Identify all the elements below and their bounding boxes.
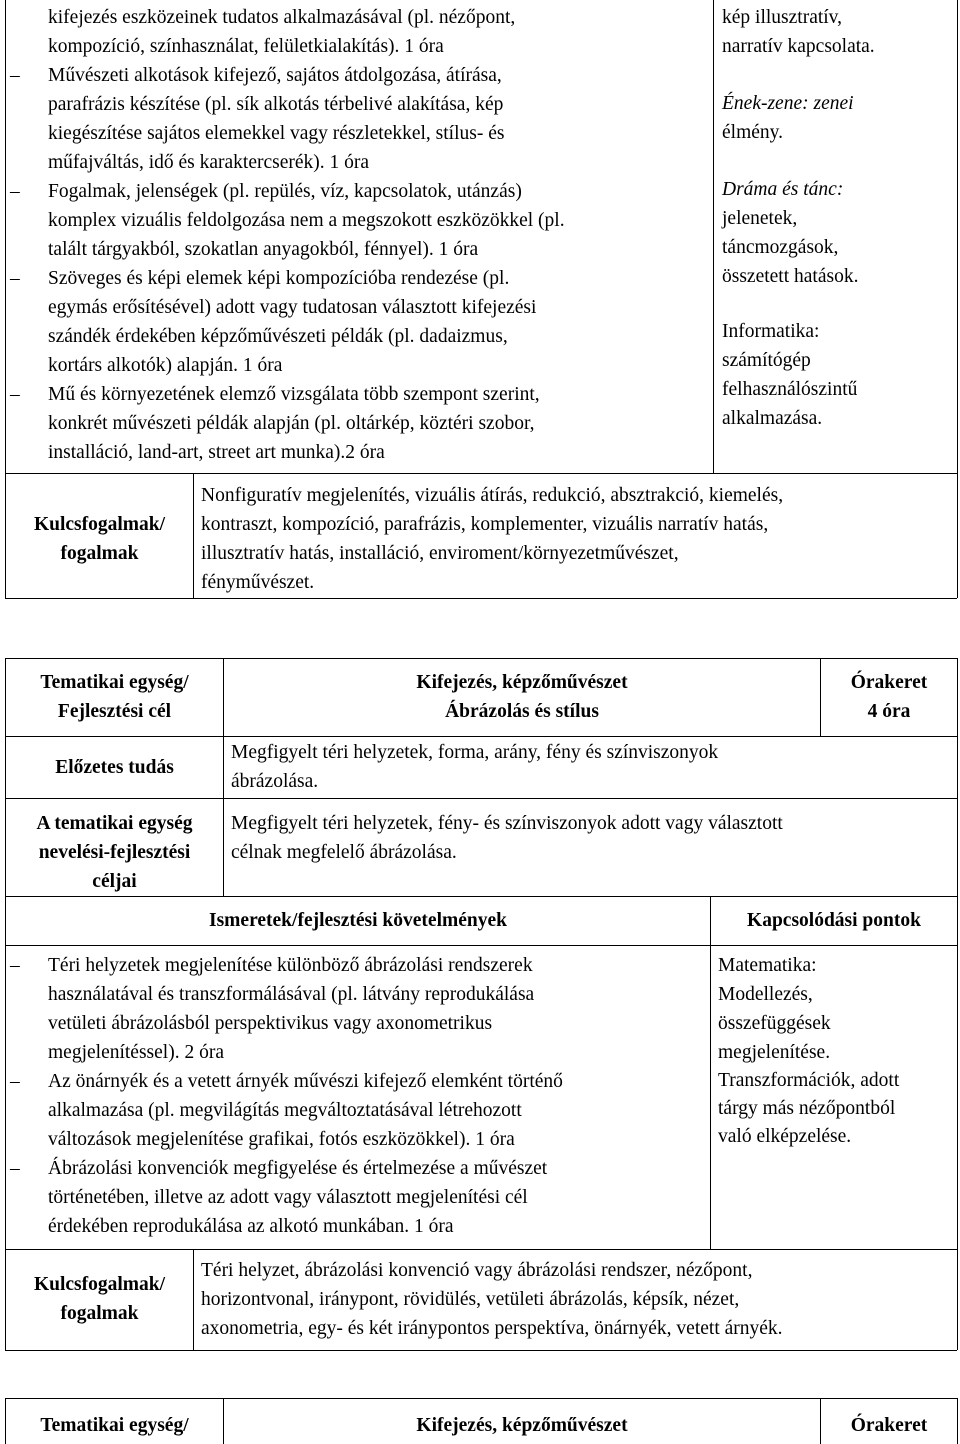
conn-line: élmény. xyxy=(722,122,784,143)
theme-title: Kifejezés, képzőművészet xyxy=(416,1415,628,1436)
req-line: installáció, land-art, street art munka).2 óra xyxy=(48,442,385,463)
key-concepts-label: Kulcsfogalmak/ fogalmak xyxy=(33,1274,166,1324)
conn-line: Ének-zene: zenei xyxy=(722,93,854,114)
hours-frame: Órakeret xyxy=(850,1415,928,1436)
dash-bullet: – xyxy=(10,181,20,202)
conn-line: összetett hatások. xyxy=(722,266,859,287)
req-line: Mű és környezetének elemző vizsgálata több szempont szerint, xyxy=(48,384,540,405)
conn-line: megjelenítése. xyxy=(718,1042,831,1063)
conn-line: kép illusztratív, xyxy=(722,7,843,28)
req-line: kompozíció, színhasználat, felületkialakítás). 1 óra xyxy=(48,36,444,57)
key-concepts-label: Kulcsfogalmak/ fogalmak xyxy=(33,514,166,564)
req-line: alkalmazása (pl. megvilágítás megváltoztatásával létrehozott xyxy=(48,1100,522,1121)
dash-bullet: – xyxy=(10,1158,20,1179)
theme-title: Kifejezés, képzőművészet Ábrázolás és stílus xyxy=(416,672,628,722)
req-line: talált tárgyakból, szokatlan anyagokból, fénnyel). 1 óra xyxy=(48,239,479,260)
conn-line: jelenetek, xyxy=(722,208,798,229)
dash-bullet: – xyxy=(10,268,20,289)
req-line: kiegészítése sajátos elemekkel vagy részletekkel, stílus- és xyxy=(48,123,505,144)
dash-bullet: – xyxy=(10,384,20,405)
connections-header: Kapcsolódási pontok xyxy=(747,910,921,931)
requirements-header: Ismeretek/fejlesztési követelmények xyxy=(209,910,507,931)
conn-line: felhasználószintű xyxy=(722,379,858,400)
req-line: Szöveges és képi elemek képi kompozícióba rendezése (pl. xyxy=(48,268,510,289)
req-line: történetében, illetve az adott vagy választott megjelenítési cél xyxy=(48,1187,528,1208)
req-line: használatával és transzformálásával (pl. látvány reprodukálása xyxy=(48,984,535,1005)
conn-line: való elképzelése. xyxy=(718,1126,852,1147)
conn-line: tárgy más nézőpontból xyxy=(718,1098,896,1119)
req-line: parafrázis készítése (pl. sík alkotás térbelivé alakítása, kép xyxy=(48,94,504,115)
req-line: Az önárnyék és a vetett árnyék művészi kifejező elemként történő xyxy=(48,1071,563,1092)
req-line: Ábrázolási konvenciók megfigyelése és értelmezése a művészet xyxy=(48,1158,548,1179)
conn-line: Transzformációk, adott xyxy=(718,1070,900,1091)
conn-line: összefüggések xyxy=(718,1013,831,1034)
req-line: szándék érdekében képzőművészeti példák (pl. dadaizmus, xyxy=(48,326,508,347)
goals-label: A tematikai egység nevelési-fejlesztési céljai xyxy=(36,813,193,892)
req-line: konkrét művészeti példák alapján (pl. oltárkép, köztéri szobor, xyxy=(48,413,535,434)
conn-line: narratív kapcsolata. xyxy=(722,36,875,57)
req-line: változások megjelenítése grafikai, fotós eszközökkel). 1 óra xyxy=(48,1129,515,1150)
conn-line: Matematika: xyxy=(718,955,817,976)
conn-line: Modellezés, xyxy=(718,984,813,1005)
req-line: műfajváltás, idő és karaktercserék). 1 óra xyxy=(48,152,370,173)
req-line: megjelenítéssel). 2 óra xyxy=(48,1042,224,1063)
conn-line: Informatika: xyxy=(722,321,820,342)
dash-bullet: – xyxy=(10,65,20,86)
req-line: vetületi ábrázolásból perspektivikus vagy axonometrikus xyxy=(48,1013,493,1034)
prior-knowledge-label: Előzetes tudás xyxy=(55,757,174,778)
conn-line: Dráma és tánc: xyxy=(722,179,844,200)
req-line: kifejezés eszközeinek tudatos alkalmazásával (pl. nézőpont, xyxy=(48,7,516,28)
req-line: Téri helyzetek megjelenítése különböző ábrázolási rendszerek xyxy=(48,955,533,976)
dash-bullet: – xyxy=(10,1071,20,1092)
req-line: kortárs alkotók) alapján. 1 óra xyxy=(48,355,283,376)
hours-frame: Órakeret 4 óra xyxy=(850,672,928,722)
conn-line: táncmozgások, xyxy=(722,237,839,258)
theme-label: Tematikai egység/ xyxy=(40,1415,189,1436)
conn-line: alkalmazása. xyxy=(722,408,823,429)
req-line: komplex vizuális feldolgozása nem a megszokott eszközökkel (pl. xyxy=(48,210,565,231)
req-line: Művészeti alkotások kifejező, sajátos átdolgozása, átírása, xyxy=(48,65,502,86)
conn-line: számítógép xyxy=(722,350,811,371)
dash-bullet: – xyxy=(10,955,20,976)
theme-label: Tematikai egység/ Fejlesztési cél xyxy=(40,672,189,722)
req-line: Fogalmak, jelenségek (pl. repülés, víz, kapcsolatok, utánzás) xyxy=(48,181,522,202)
req-line: érdekében reprodukálása az alkotó munkában. 1 óra xyxy=(48,1216,454,1237)
req-line: egymás erősítésével) adott vagy tudatosan választott kifejezési xyxy=(48,297,537,318)
